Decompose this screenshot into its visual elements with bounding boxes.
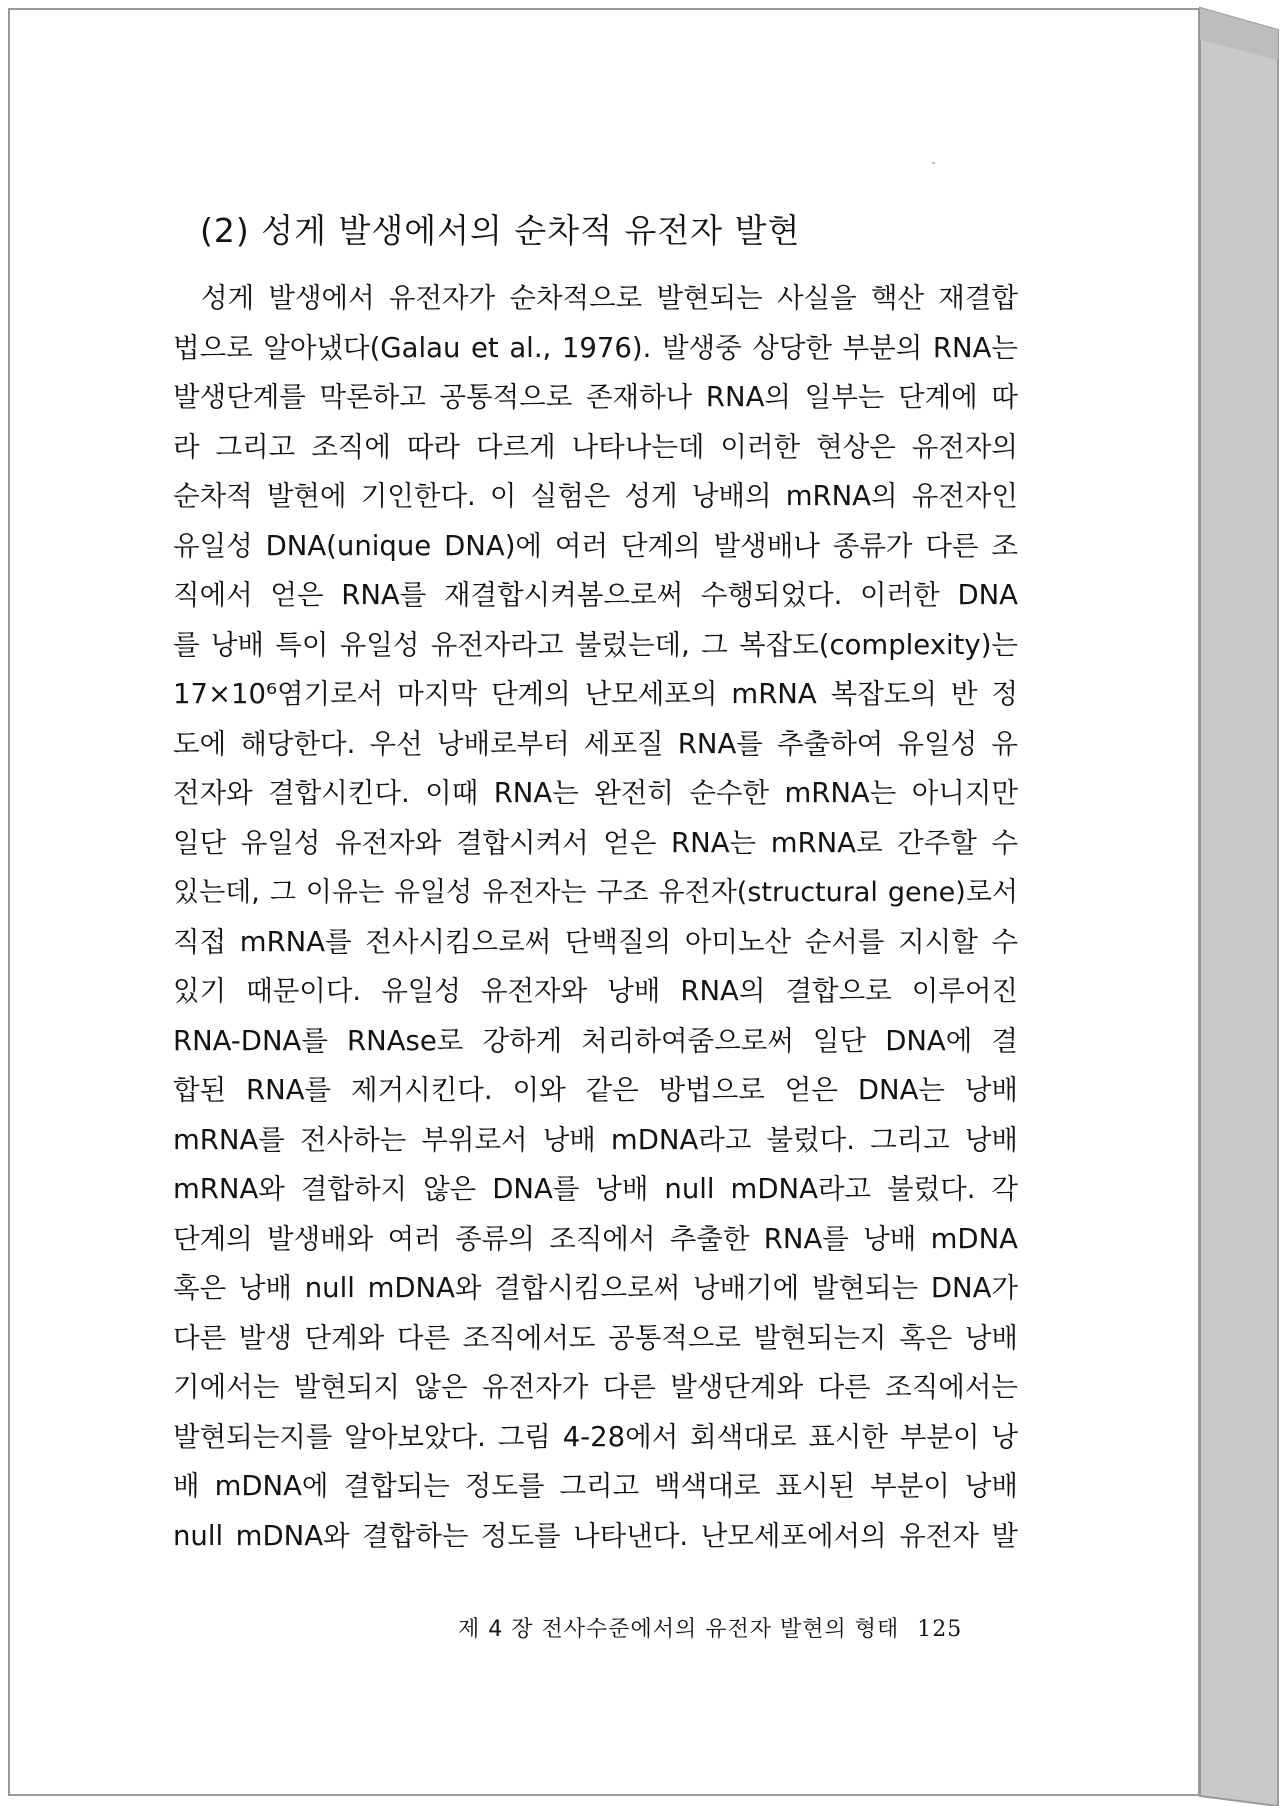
page-number: 125 xyxy=(917,1617,963,1642)
text-line: 단계의 발생배와 여러 종류의 조직에서 추출한 RNA를 낭배 mDNA xyxy=(173,1222,1018,1255)
text-line: 를 낭배 특이 유일성 유전자라고 불렀는데, 그 복잡도(complexity)는 xyxy=(173,628,1018,661)
text-line: mRNA를 전사하는 부위로서 낭배 mDNA라고 불렀다. 그리고 낭배 xyxy=(173,1123,1018,1156)
text-line: 발현되는지를 알아보았다. 그림 4-28에서 회색대로 표시한 부분이 낭 xyxy=(173,1420,1018,1453)
text-line: 17×10⁶염기로서 마지막 단계의 난모세포의 mRNA 복잡도의 반 정 xyxy=(173,678,1018,710)
text-line: 발생단계를 막론하고 공통적으로 존재하나 RNA의 일부는 단계에 따 xyxy=(173,381,1018,413)
text-line: null mDNA와 결합하는 정도를 나타낸다. 난모세포에서의 유전자 발 xyxy=(173,1519,1018,1552)
text-line: RNA-DNA를 RNAse로 강하게 처리하여줌으로써 일단 DNA에 결 xyxy=(173,1024,1018,1057)
body-paragraph xyxy=(173,274,1018,1561)
text-line: 있기 때문이다. 유일성 유전자와 낭배 RNA의 결합으로 이루어진 xyxy=(173,975,1018,1007)
text-line: mRNA와 결합하지 않은 DNA를 낭배 null mDNA라고 불렀다. 각 xyxy=(173,1173,1018,1205)
scan-speck xyxy=(932,162,935,164)
text-line: 직접 mRNA를 전사시킴으로써 단백질의 아미노산 순서를 지시할 수 xyxy=(173,925,1018,958)
book-side-edge xyxy=(1198,0,1280,1806)
text-line: 직에서 얻은 RNA를 재결합시켜봄으로써 수행되었다. 이러한 DNA xyxy=(173,579,1018,611)
text-line: 도에 해당한다. 우선 낭배로부터 세포질 RNA를 추출하여 유일성 유 xyxy=(173,727,1018,760)
chapter-title: 제 4 장 전사수준에서의 유전자 발현의 형태 xyxy=(458,1617,900,1642)
text-line: 법으로 알아냈다(Galau et al., 1976). 발생중 상당한 부분의 RNA는 xyxy=(173,331,1018,364)
text-line: 기에서는 발현되지 않은 유전자가 다른 발생단계와 다른 조직에서는 xyxy=(173,1371,1018,1403)
text-line: 유일성 DNA(unique DNA)에 여러 단계의 발생배나 종류가 다른 조 xyxy=(173,529,1018,562)
text-line: 라 그리고 조직에 따라 다르게 나타나는데 이러한 현상은 유전자의 xyxy=(173,430,1018,463)
text-line: 배 mDNA에 결합되는 정도를 그리고 백색대로 표시된 부분이 낭배 xyxy=(173,1470,1018,1502)
text-line: 합된 RNA를 제거시킨다. 이와 같은 방법으로 얻은 DNA는 낭배 xyxy=(173,1074,1018,1106)
text-line: 있는데, 그 이유는 유일성 유전자는 구조 유전자(structural gene)로서 xyxy=(173,877,1018,908)
text-line: 혹은 낭배 null mDNA와 결합시킴으로써 낭배기에 발현되는 DNA가 xyxy=(173,1272,1018,1304)
text-line: 일단 유일성 유전자와 결합시켜서 얻은 RNA는 mRNA로 간주할 수 xyxy=(173,826,1018,859)
page-footer xyxy=(458,1612,962,1643)
section-heading: (2) 성게 발생에서의 순차적 유전자 발현 xyxy=(200,211,801,251)
text-line: 전자와 결합시킨다. 이때 RNA는 완전히 순수한 mRNA는 아니지만 xyxy=(173,777,1018,809)
text-line: 순차적 발현에 기인한다. 이 실험은 성게 낭배의 mRNA의 유전자인 xyxy=(173,480,1018,512)
text-line: 성게 발생에서 유전자가 순차적으로 발현되는 사실을 핵산 재결합 xyxy=(201,282,1018,314)
text-line: 다른 발생 단계와 다른 조직에서도 공통적으로 발현되는지 혹은 낭배 xyxy=(173,1321,1018,1354)
